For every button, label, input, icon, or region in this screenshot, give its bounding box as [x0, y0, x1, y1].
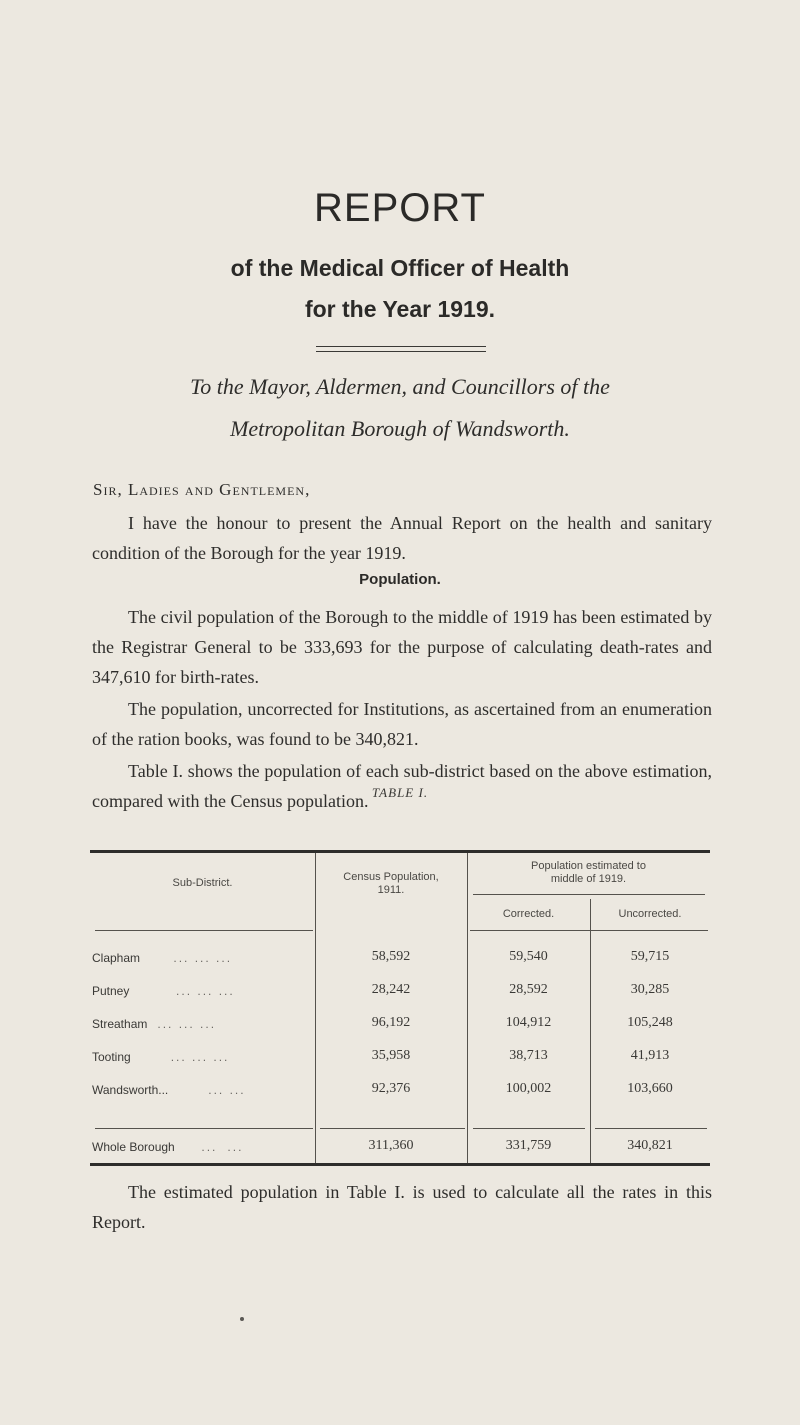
row-name-tooting: [92, 1050, 312, 1064]
intro-paragraph: I have the honour to present the Annual Report on the health and sanitary condition of the Borough for the year 1919.: [92, 513, 712, 563]
cell-corrected-total: 331,759: [505, 1138, 552, 1153]
row-name-whole-borough: [92, 1140, 312, 1154]
cell-census: 96,192: [371, 1015, 411, 1030]
header-census-line1: Census Population,: [343, 871, 439, 883]
row-label: Wandsworth...: [92, 1083, 169, 1097]
closing-paragraph: The estimated population in Table I. is used to calculate all the rates in this Report.: [92, 1182, 712, 1232]
paragraph-uncorrected: The population, uncorrected for Institutions, as ascertained from an enumeration of the ration books, was found to be 340,821.: [92, 699, 712, 749]
row-label: Putney: [92, 984, 130, 998]
header-sub-district: Sub-District.: [172, 877, 233, 889]
table-caption: TABLE I.: [371, 785, 429, 800]
table-top-rule: [90, 850, 710, 853]
salutation: Sir, Ladies and Gentlemen,: [93, 480, 311, 499]
row-name-wandsworth: [92, 1083, 312, 1097]
cell-census: 92,376: [371, 1081, 411, 1096]
cell-uncorrected: 41,913: [630, 1048, 670, 1063]
column-divider: [590, 899, 591, 1163]
cell-corrected: 38,713: [509, 1048, 548, 1063]
column-divider: [315, 853, 316, 1163]
cell-uncorrected-total: 340,821: [627, 1138, 673, 1153]
report-title: REPORT: [314, 186, 486, 230]
cell-census: 35,958: [371, 1048, 411, 1063]
row-name-clapham: [92, 951, 312, 965]
cell-corrected: 104,912: [505, 1015, 552, 1030]
header-estimated-line1: Population estimated to: [531, 860, 646, 872]
cell-uncorrected: 105,248: [627, 1015, 673, 1030]
population-table: [90, 850, 710, 1166]
paragraph-estimate: The civil population of the Borough to the middle of 1919 has been estimated by the Registrar General to be 333,693 for the purpose of calculating death-rates and 347,610 for birth-rates.: [92, 607, 712, 687]
total-divider: [595, 1128, 707, 1129]
cell-uncorrected: 30,285: [630, 982, 670, 997]
row-label: Whole Borough: [92, 1140, 175, 1154]
cell-corrected: 59,540: [509, 949, 548, 964]
cell-census: 58,592: [371, 949, 411, 964]
section-heading-population: Population.: [359, 571, 441, 588]
leader-dots: ... ...: [208, 1083, 246, 1097]
total-divider: [473, 1128, 585, 1129]
cell-census: 28,242: [371, 982, 411, 997]
header-uncorrected: Uncorrected.: [618, 908, 682, 920]
header-subdivider: [473, 894, 705, 895]
cell-corrected: 100,002: [505, 1081, 552, 1096]
row-name-streatham: [92, 1017, 312, 1031]
column-divider: [467, 853, 468, 1163]
header-estimated-line2: middle of 1919.: [550, 873, 627, 885]
report-subtitle-line1: of the Medical Officer of Health: [230, 255, 570, 281]
cell-census-total: 311,360: [368, 1138, 414, 1153]
row-name-putney: [92, 984, 312, 998]
total-divider: [320, 1128, 465, 1129]
table-bottom-rule: [90, 1163, 710, 1166]
row-label: Streatham: [92, 1017, 148, 1031]
address-line1: To the Mayor, Aldermen, and Councillors of the: [190, 374, 610, 399]
header-census-line2: 1911.: [377, 884, 405, 896]
row-label: Tooting: [92, 1050, 131, 1064]
page-mark: [240, 1317, 244, 1321]
total-divider: [95, 1128, 313, 1129]
header-corrected: Corrected.: [502, 908, 555, 920]
header-bottom-rule: [470, 930, 708, 931]
cell-uncorrected: 103,660: [627, 1081, 673, 1096]
leader-dots: ... ... ...: [176, 984, 235, 998]
report-subtitle-line2: for the Year 1919.: [304, 296, 496, 322]
leader-dots: ...: [227, 1140, 244, 1154]
header-bottom-rule: [95, 930, 313, 931]
cell-corrected: 28,592: [509, 982, 548, 997]
leader-dots: ...: [201, 1140, 218, 1154]
cell-uncorrected: 59,715: [630, 949, 670, 964]
leader-dots: ... ... ...: [170, 1050, 230, 1064]
paragraph-table-intro-text: Table I. shows the population of each sub-district based on the above estimation, compared with the Census population.: [92, 761, 712, 811]
leader-dots: ... ... ...: [173, 951, 233, 965]
row-label: Clapham: [92, 951, 141, 965]
address-line2: Metropolitan Borough of Wandsworth.: [230, 416, 570, 441]
double-divider: [316, 346, 486, 352]
leader-dots: ... ... ...: [157, 1017, 217, 1031]
